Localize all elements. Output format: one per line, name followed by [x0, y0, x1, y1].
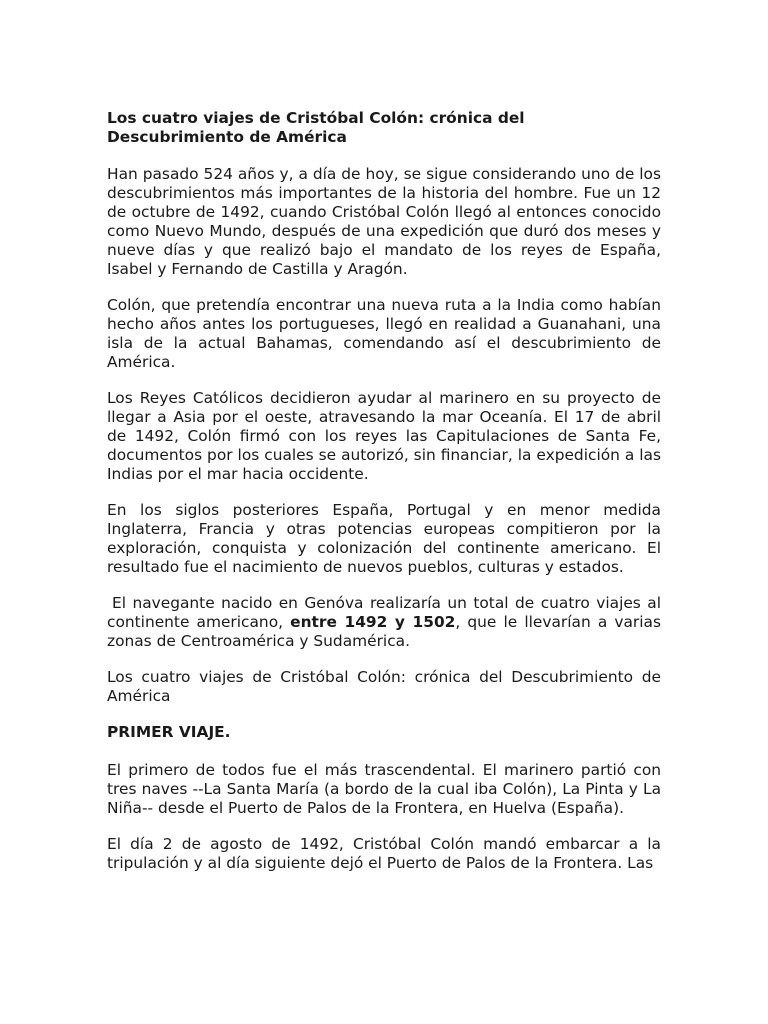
- paragraph-6-repeated-title: Los cuatro viajes de Cristóbal Colón: crónica del Descubrimiento de América: [107, 668, 661, 705]
- paragraph-5-text-start: El navegante nacido en Genóva realizaría un total de cuatro viajes al continente americano,: [107, 594, 661, 631]
- paragraph-5-text-end: , que le llevarían a varias zonas de Centroamérica y Sudamérica.: [107, 613, 661, 650]
- paragraph-5: [107, 594, 661, 651]
- document-title: Los cuatro viajes de Cristóbal Colón: crónica del Descubrimiento de América: [107, 109, 525, 146]
- section-heading-primer-viaje: PRIMER VIAJE.: [107, 723, 231, 741]
- document-body: [107, 109, 661, 890]
- paragraph-1: Han pasado 524 años y, a día de hoy, se sigue considerando uno de los descubrimientos más importantes de la historia del hombre. Fue un 12 de octubre de 1492, cuando Cristóbal Colón llegó al entonces conocido como Nuevo Mundo, después de una expedición que duró dos meses y nueve días y que realizó bajo el mandato de los reyes de España, Isabel y Fernando de Castilla y Aragón.: [107, 165, 661, 278]
- paragraph-3: Los Reyes Católicos decidieron ayudar al marinero en su proyecto de llegar a Asia por el oeste, atravesando la mar Oceanía. El 17 de abril de 1492, Colón firmó con los reyes las Capitulaciones de Santa Fe, documentos por los cuales se autorizó, sin financiar, la expedición a las Indias por el mar hacia occidente.: [107, 389, 661, 483]
- paragraph-4: En los siglos posteriores España, Portugal y en menor medida Inglaterra, Francia y otras potencias europeas compitieron por la exploración, conquista y colonización del continente americano. El resultado fue el nacimiento de nuevos pueblos, culturas y estados.: [107, 501, 661, 576]
- paragraph-7: El primero de todos fue el más trascendental. El marinero partió con tres naves --La Santa María (a bordo de la cual iba Colón), La Pinta y La Niña-- desde el Puerto de Palos de la Frontera, en Huelva (España).: [107, 761, 661, 817]
- paragraph-8: El día 2 de agosto de 1492, Cristóbal Colón mandó embarcar a la tripulación y al día siguiente dejó el Puerto de Palos de la Frontera. Las: [107, 835, 661, 872]
- paragraph-2: Colón, que pretendía encontrar una nueva ruta a la India como habían hecho años antes los portugueses, llegó en realidad a Guanahani, una isla de la actual Bahamas, comendando así el descubrimiento de América.: [107, 296, 661, 371]
- paragraph-5-bold-dates: entre 1492 y 1502: [290, 613, 456, 631]
